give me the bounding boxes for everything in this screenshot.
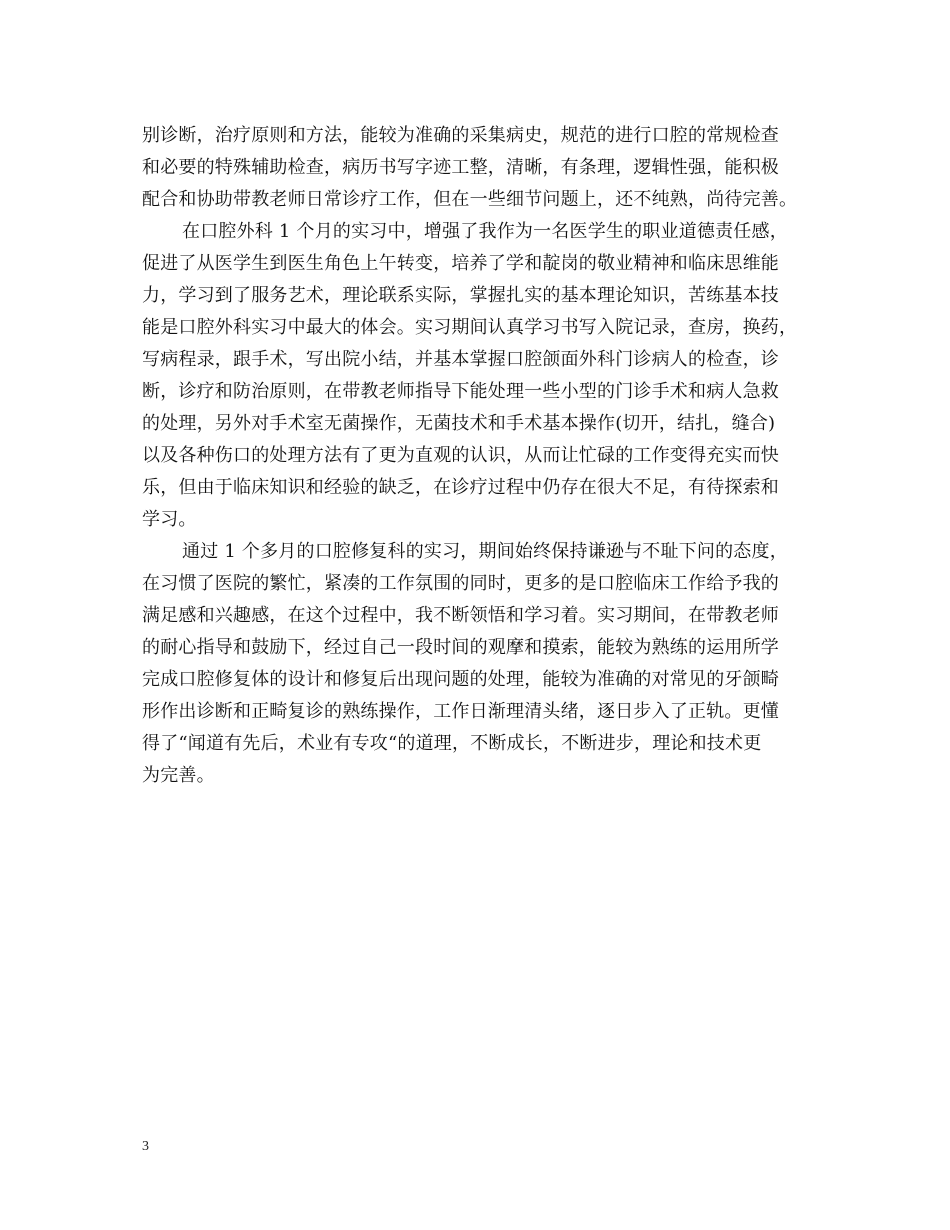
text-line: 形作出诊断和正畸复诊的熟练操作，工作日渐理清头绪，逐日步入了正轨。更懂 (142, 701, 779, 722)
text-line: 以及各种伤口的处理方法有了更为直观的认识，从而让忙碌的工作变得充实而快 (142, 445, 779, 466)
text-line: 在习惯了医院的繁忙，紧凑的工作氛围的同时，更多的是口腔临床工作给予我的 (142, 573, 779, 594)
text-line: 在口腔外科 1 个月的实习中，增强了我作为一名医学生的职业道德责任感， (182, 221, 788, 242)
document-body (142, 120, 810, 792)
text-line: 写病程录，跟手术，写出院小结，并基本掌握口腔颌面外科门诊病人的检查，诊 (142, 349, 779, 370)
text-line: 力，学习到了服务艺术，理论联系实际，掌握扎实的基本理论知识，苦练基本技 (142, 285, 779, 306)
text-line: 促进了从医学生到医生角色上午转变，培养了学和靛岗的敬业精神和临床思维能 (142, 253, 779, 274)
text-line: 的处理，另外对手术室无菌操作，无菌技术和手术基本操作(切开，结扎，缝合) (142, 413, 776, 434)
text-line: 学习。 (142, 509, 197, 530)
text-line: 乐，但由于临床知识和经验的缺乏，在诊疗过程中仍存在很大不足，有待探索和 (142, 477, 779, 498)
text-line: 为完善。 (142, 765, 215, 786)
text-line: 配合和协助带教老师日常诊疗工作，但在一些细节问题上，还不纯熟，尚待完善。 (142, 189, 798, 210)
paragraph (142, 120, 810, 216)
text-line: 满足感和兴趣感，在这个过程中，我不断领悟和学习着。实习期间，在带教老师 (142, 605, 779, 626)
text-line: 得了“闻道有先后，术业有专攻“的道理，不断成长，不断进步，理论和技术更 (142, 733, 762, 754)
text-line: 断，诊疗和防治原则，在带教老师指导下能处理一些小型的门诊手术和病人急救 (142, 381, 779, 402)
text-line: 能是口腔外科实习中最大的体会。实习期间认真学习书写入院记录，查房，换药， (142, 317, 798, 338)
paragraph (142, 216, 810, 536)
text-line: 的耐心指导和鼓励下，经过自己一段时间的观摩和摸索，能较为熟练的运用所学 (142, 637, 779, 658)
page-number: 3 (142, 1139, 149, 1154)
text-line: 和必要的特殊辅助检查，病历书写字迹工整，清晰，有条理，逻辑性强，能积极 (142, 157, 779, 178)
text-line: 通过 1 个多月的口腔修复科的实习，期间始终保持谦逊与不耻下问的态度， (182, 541, 788, 562)
paragraph (142, 536, 810, 792)
text-line: 别诊断，治疗原则和方法，能较为准确的采集病史，规范的进行口腔的常规检查 (142, 125, 779, 146)
text-line: 完成口腔修复体的设计和修复后出现问题的处理，能较为准确的对常见的牙颌畸 (142, 669, 779, 690)
